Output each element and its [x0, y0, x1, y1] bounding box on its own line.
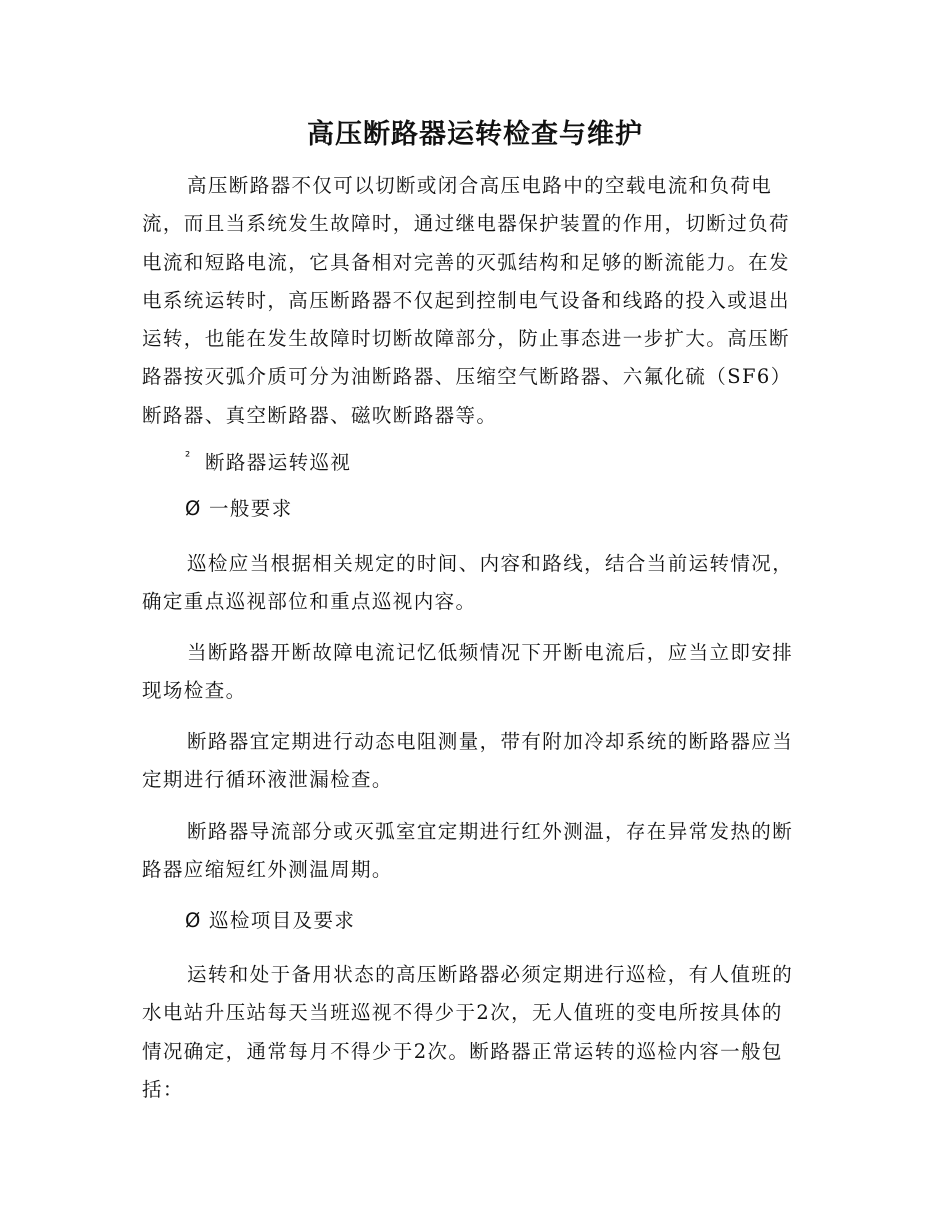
paragraph-patrol-frequency: 运转和处于备用状态的高压断路器必须定期进行巡检，有人值班的水电站升压站每天当班巡视不得少于2次，无人值班的变电所按具体的情况确定，通常每月不得少于2次。断路器正常运转的巡检内容一般包括： [142, 963, 794, 1101]
document-title: 高压断路器运转检查与维护 [307, 119, 643, 150]
subsection-heading-items [185, 906, 355, 936]
intro-paragraph: 高压断路器不仅可以切断或闭合高压电路中的空载电流和负荷电流，而且当系统发生故障时，通过继电器保护装置的作用，切断过负荷电流和短路电流，它具备相对完善的灭弧结构和足够的断流能力。在发电系统运转时，高压断路器不仅起到控制电气设备和线路的投入或退出运转，也能在发生故障时切断故障部分，防止事态进一步扩大。高压断路器按灭弧介质可分为油断路器、压缩空气断路器、六氟化硫（SF6）断路器、真空断路器、磁吹断路器等。 [142, 174, 792, 427]
paragraph-resistance-test: 断路器宜定期进行动态电阻测量，带有附加冷却系统的断路器应当定期进行循环液泄漏检查。 [142, 730, 794, 792]
arrow-bullet-icon: Ø [185, 909, 202, 932]
subsection-heading-general [185, 494, 293, 524]
subsection-heading-text: 巡检项目及要求 [209, 909, 356, 932]
arrow-bullet-icon: Ø [185, 497, 202, 520]
paragraph-infrared-test: 断路器导流部分或灭弧室宜定期进行红外测温，存在异常发热的断路器应缩短红外测温周期。 [142, 820, 794, 882]
section-heading-patrol [185, 443, 351, 478]
section-heading-text: 断路器运转巡视 [205, 451, 352, 474]
subsection-heading-text: 一般要求 [209, 497, 293, 520]
paragraph-fault-check: 当断路器开断故障电流记忆低频情况下开断电流后，应当立即安排现场检查。 [142, 641, 794, 703]
paragraph-patrol-plan: 巡检应当根据相关规定的时间、内容和路线，结合当前运转情况，确定重点巡视部位和重点巡视内容。 [142, 552, 794, 614]
superscript-bullet-icon: ² [185, 450, 192, 465]
